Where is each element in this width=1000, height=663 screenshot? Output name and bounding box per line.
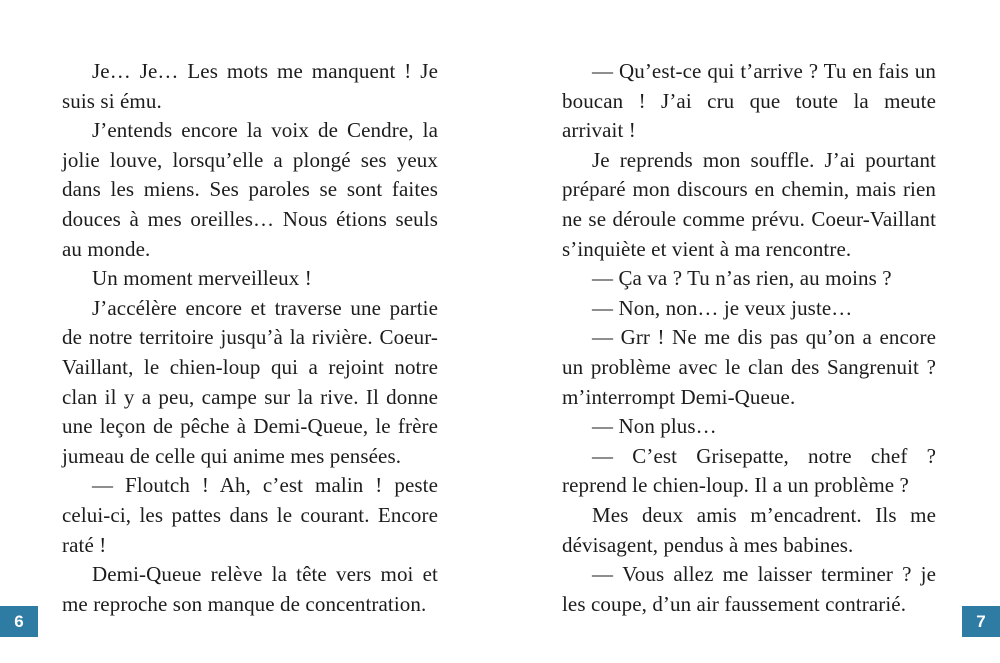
paragraph: — Ça va ? Tu n’as rien, au moins ?	[592, 266, 892, 291]
paragraph: J’entends encore la voix de Cendre, la jolie louve, lorsqu’elle a plongé ses yeux dans les miens. Ses paroles se sont faites douces à mes oreilles… Nous étions seuls au monde.	[62, 118, 438, 261]
paragraph: Je… Je… Les mots me manquent ! Je suis si ému.	[62, 59, 438, 113]
right-page-text	[562, 57, 936, 619]
left-page-text	[62, 57, 438, 619]
right-page-number-tab	[962, 606, 1000, 637]
paragraph: — Floutch ! Ah, c’est malin ! peste celui-ci, les pattes dans le courant. Encore raté !	[62, 473, 438, 557]
left-page-number-tab	[0, 606, 38, 637]
paragraph: — Non, non… je veux juste…	[592, 295, 853, 320]
paragraph: Mes deux amis m’encadrent. Ils me dévisagent, pendus à mes babines.	[562, 502, 936, 557]
paragraph: Un moment merveilleux !	[92, 266, 312, 291]
paragraph: — Non plus…	[592, 414, 717, 439]
left-page-number: 6	[14, 611, 24, 631]
paragraph: Je reprends mon souffle. J’ai pourtant préparé mon discours en chemin, mais rien ne se déroule comme prévu. Coeur-Vaillant s’inquiète et vient à ma rencontre.	[562, 147, 936, 261]
paragraph: — Vous allez me laisser terminer ? je les coupe, d’un air faussement contrarié.	[562, 562, 936, 616]
paragraph: J’accélère encore et traverse une partie de notre territoire jusqu’à la rivière. Coeur-Vaillant, le chien-loup qui a rejoint notre clan il y a peu, campe sur la rive. Il donne une leçon de pêche à Demi-Queue, le frère jumeau de celle qui anime mes pensées.	[62, 295, 438, 468]
paragraph: — Grr ! Ne me dis pas qu’on a encore un problème avec le clan des Sangrenuit ? m’interrompt Demi-Queue.	[562, 325, 936, 409]
paragraph: Demi-Queue relève la tête vers moi et me reproche son manque de concentration.	[62, 562, 438, 616]
paragraph: — Qu’est-ce qui t’arrive ? Tu en fais un boucan ! J’ai cru que toute la meute arrivait !	[562, 59, 936, 143]
right-page-number: 7	[976, 611, 986, 631]
paragraph: — C’est Grisepatte, notre chef ? reprend le chien-loup. Il a un problème ?	[562, 443, 936, 498]
